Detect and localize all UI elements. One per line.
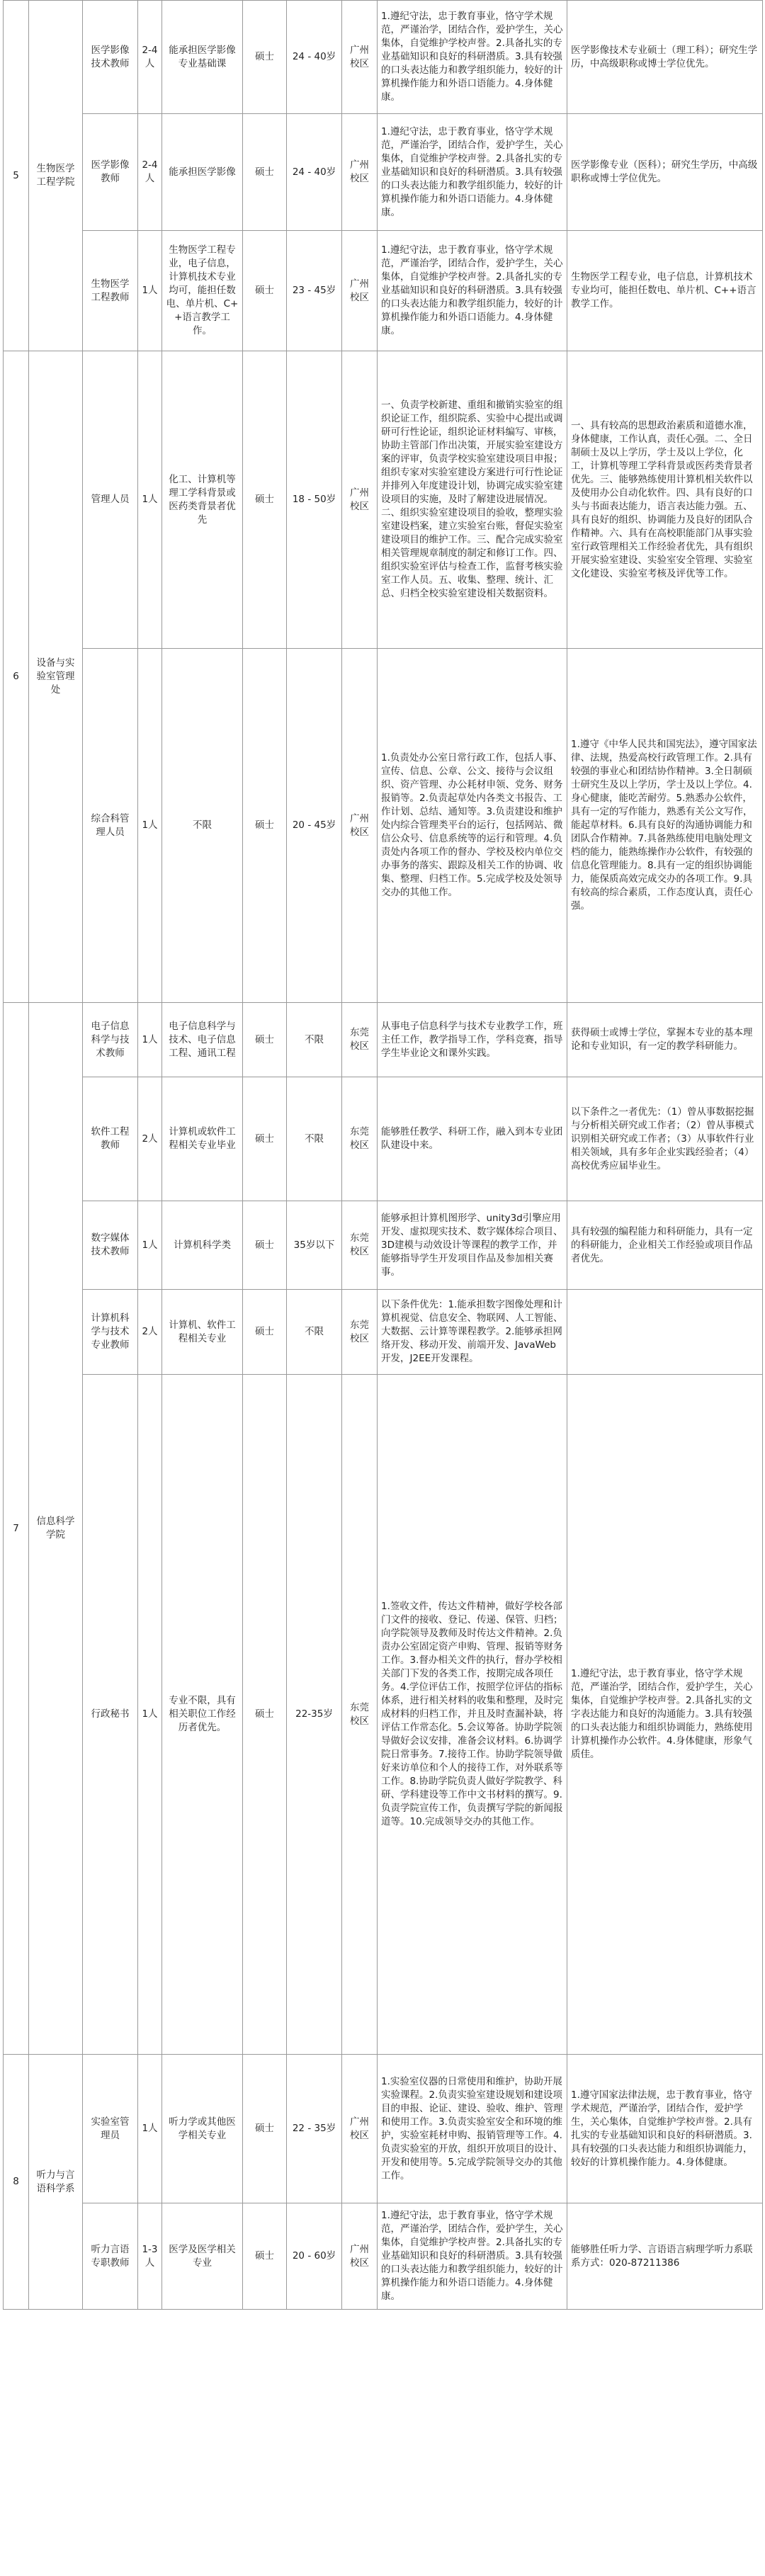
qualification-conditions: 医学影像专业（医科）；研究生学历，中高级职称或博士学位优先。 [567,114,763,231]
major-requirement: 能承担医学影像 [162,114,243,231]
age-range: 23 - 45岁 [287,231,342,351]
post-count: 1人 [138,1201,162,1290]
post-count: 1人 [138,1003,162,1077]
department-name: 信息科学学院 [29,1003,83,2055]
age-range: 24 - 40岁 [287,1,342,114]
major-requirement: 听力学或其他医学相关专业 [162,2055,243,2203]
major-requirement: 计算机科学类 [162,1201,243,1290]
degree: 硕士 [243,1077,287,1201]
campus: 东莞校区 [342,1375,378,2055]
job-requirements: 1.遵纪守法，忠于教育事业，恪守学术规范，严谨治学，团结合作，爱护学生，关心集体，自觉维护学校声誉。2.具备扎实的专业基础知识和良好的科研潜质。3.具有较强的口头表达能力和教学组织能力，较好的计算机操作能力和外语口语能力。4.身体健康。 [378,2203,567,2310]
job-requirements: 一、负责学校新建、重组和撤销实验室的组织论证工作，组织院系、实验中心提出或调研可行性论证，组织论证材料编写、审核，协助主管部门作出决策，开展实验室建设方案的评审，负责学校实验室建设项目申报；组织专家对实验室建设方案进行可行性论证并排列入年度建设计划，协调完成实验室建设项目的实施，及时了解建设进展情况。二、组织实验室建设项目的验收，整理实验室建设档案，建立实验室台账，督促实验室建设项目的维护工作。三、配合完成实验室相关管理规章制度的制定和修订工作。四、组织实验室评估与检查工作，监督考核实验室工作人员。五、收集、整理、统计、汇总、归档全校实验室建设相关数据资料。 [378,351,567,649]
table-row [4,114,763,231]
campus: 广州校区 [342,351,378,649]
post-name: 管理人员 [83,351,138,649]
degree: 硕士 [243,114,287,231]
table-row [4,2055,763,2203]
major-requirement: 能承担医学影像专业基础课 [162,1,243,114]
job-requirements: 1.签收文件，传达文件精神，做好学校各部门文件的接收、登记、传递、保管、归档；向学院领导及教师及时传达文件精神。2.负责办公室固定资产申购、管理、报销等财务工作。3.督办相关文件的执行，督办学校相关部门下发的各类工作，按期完成各项任务。4.学位评估工作，按照学位评估的指标体系，进行相关材料的收集和整理，及时完成材料的归档工作，并且及时查漏补缺，将评估工作常态化。5.会议筹备。协助学院领导做好会议安排，准备会议材料。6.协调学院日常事务。7.接待工作。协助学院领导做好来访单位和个人的接待工作，对外联系等工作。8.协助学院负责人做好学院教学、科研、学科建设等工作中文书材料的撰写。9.负责学院宣传工作，负责撰写学院的新闻报道等。10.完成领导交办的其他工作。 [378,1375,567,2055]
job-requirements: 1.负责处办公室日常行政工作，包括人事、宣传、信息、公章、公文、接待与会议组织、资产管理、办公耗材申领、党务、财务报销等。2.负责起草处内各类文书报告、工作计划、总结、通知等。3.负责建设和维护处内综合管理类平台的运行，包括网站、微信公众号、信息系统等的运行和管理。4.负责处内各项工作的督办、学校及校内单位交办事务的落实、跟踪及相关工作的协调、收集、整理、归档工作。5.完成学校及处领导交办的其他工作。 [378,649,567,1003]
major-requirement: 医学及医学相关专业 [162,2203,243,2310]
campus: 广州校区 [342,114,378,231]
post-name: 综合科管理人员 [83,649,138,1003]
campus: 广州校区 [342,231,378,351]
post-name: 实验室管理员 [83,2055,138,2203]
post-count: 2人 [138,1077,162,1201]
group-number: 7 [4,1003,29,2055]
table-row [4,2203,763,2310]
post-name: 软件工程教师 [83,1077,138,1201]
post-count: 1-3人 [138,2203,162,2310]
qualification-conditions: 以下条件之一者优先：（1）曾从事数据挖掘与分析相关研究或工作者；（2）曾从事模式识别相关研究或工作者；（3）从事软件行业相关领域，具有多年企业实践经验者；（4）高校优秀应届毕业生。 [567,1077,763,1201]
table-row [4,1077,763,1201]
major-requirement: 生物医学工程专业，电子信息，计算机技术专业均可，能担任数电、单片机、C++语言教学工作。 [162,231,243,351]
post-count: 1人 [138,231,162,351]
post-name: 计算机科学与技术专业教师 [83,1290,138,1375]
degree: 硕士 [243,2203,287,2310]
table-row [4,649,763,1003]
age-range: 18 - 50岁 [287,351,342,649]
age-range: 不限 [287,1077,342,1201]
job-requirements: 以下条件优先：1.能承担数字图像处理和计算机视觉、信息安全、物联网、人工智能、大数据、云计算等课程教学。2.能够承担网络开发、移动开发、前端开发、JavaWeb开发，J2EE开发课程。 [378,1290,567,1375]
job-requirements: 能够胜任教学、科研工作，融入到本专业团队建设中来。 [378,1077,567,1201]
recruitment-table-body [4,1,763,2310]
department-name: 设备与实验室管理处 [29,351,83,1003]
department-name: 生物医学工程学院 [29,1,83,351]
post-count: 2-4人 [138,1,162,114]
table-row [4,351,763,649]
age-range: 不限 [287,1290,342,1375]
post-count: 1人 [138,1375,162,2055]
major-requirement: 电子信息科学与技术、电子信息工程、通讯工程 [162,1003,243,1077]
post-name: 医学影像教师 [83,114,138,231]
major-requirement: 计算机、软件工程相关专业 [162,1290,243,1375]
campus: 广州校区 [342,1,378,114]
group-number: 6 [4,351,29,1003]
qualification-conditions: 一、具有较高的思想政治素质和道德水准，身体健康，工作认真，责任心强。二、全日制硕士及以上学历，学士及以上学位，化工，计算机等理工学科背景或医药类背景者优先。三、能够熟练使用计算机相关软件以及使用办公自动化软件。四、具有良好的口头与书面表达能力，语言表达能力强。五、具有良好的组织、协调能力及良好的团队合作精神。六、具有在高校职能部门从事实验室行政管理相关工作经验者优先，具有组织开展实验室建设、实验室安全管理、实验室文化建设、实验室考核及评优等工作。 [567,351,763,649]
major-requirement: 不限 [162,649,243,1003]
campus: 东莞校区 [342,1077,378,1201]
degree: 硕士 [243,1003,287,1077]
qualification-conditions: 生物医学工程专业，电子信息，计算机技术专业均可，能担任数电、单片机、C++语言教学工作。 [567,231,763,351]
major-requirement: 化工、计算机等理工学科背景或医药类背景者优先 [162,351,243,649]
age-range: 20 - 45岁 [287,649,342,1003]
campus: 东莞校区 [342,1290,378,1375]
qualification-conditions [567,1290,763,1375]
post-name: 行政秘书 [83,1375,138,2055]
table-row [4,1375,763,2055]
age-range: 不限 [287,1003,342,1077]
qualification-conditions: 医学影像技术专业硕士（理工科）；研究生学历，中高级职称或博士学位优先。 [567,1,763,114]
qualification-conditions: 获得硕士或博士学位，掌握本专业的基本理论和专业知识，有一定的教学科研能力。 [567,1003,763,1077]
degree: 硕士 [243,351,287,649]
post-name: 电子信息科学与技术教师 [83,1003,138,1077]
post-name: 生物医学工程教师 [83,231,138,351]
recruitment-table [3,0,763,2310]
campus: 广州校区 [342,649,378,1003]
post-count: 2人 [138,1290,162,1375]
major-requirement: 专业不限，具有相关职位工作经历者优先。 [162,1375,243,2055]
age-range: 35岁以下 [287,1201,342,1290]
age-range: 20 - 60岁 [287,2203,342,2310]
major-requirement: 计算机或软件工程相关专业毕业 [162,1077,243,1201]
qualification-conditions: 具有较强的编程能力和科研能力，具有一定的科研能力，企业相关工作经验或项目作品者优先。 [567,1201,763,1290]
campus: 广州校区 [342,2055,378,2203]
degree: 硕士 [243,231,287,351]
post-name: 数字媒体技术教师 [83,1201,138,1290]
post-count: 1人 [138,2055,162,2203]
post-name: 听力言语专职教师 [83,2203,138,2310]
degree: 硕士 [243,2055,287,2203]
qualification-conditions: 1.遵纪守法，忠于教育事业，恪守学术规范，严谨治学，团结合作，爱护学生，关心集体，自觉维护学校声誉。2.具备扎实的文字表达能力和良好的沟通能力。3.具有较强的口头表达能力和组织协调能力，熟练使用计算机操作办公软件。4.身体健康，形象气质佳。 [567,1375,763,2055]
qualification-conditions: 1.遵守《中华人民共和国宪法》，遵守国家法律、法规，热爱高校行政管理工作。2.具有较强的事业心和团结协作精神。3.全日制硕士研究生及以上学历，学士及以上学位。4.身心健康，能吃苦耐劳。5.熟悉办公软件，具有一定的写作能力，熟悉有关公文写作，能起草材料。6.具有良好的沟通协调能力和团队合作精神。7.具备熟练使用电脑处理文档的能力，能熟练操作办公软件，有较强的信息化管理能力。8.具有一定的组织协调能力，能保质高效完成交办的各项工作。9.具有较高的综合素质，工作态度认真，责任心强。 [567,649,763,1003]
group-number: 5 [4,1,29,351]
age-range: 22-35岁 [287,1375,342,2055]
degree: 硕士 [243,1,287,114]
degree: 硕士 [243,649,287,1003]
post-count: 2-4人 [138,114,162,231]
job-requirements: 1.遵纪守法，忠于教育事业，恪守学术规范，严谨治学，团结合作，爱护学生，关心集体，自觉维护学校声誉。2.具备扎实的专业基础知识和良好的科研潜质。3.具有较强的口头表达能力和教学组织能力，较好的计算机操作能力和外语口语能力。4.身体健康。 [378,231,567,351]
job-requirements: 1.遵纪守法，忠于教育事业，恪守学术规范，严谨治学，团结合作，爱护学生，关心集体，自觉维护学校声誉。2.具备扎实的专业基础知识和良好的科研潜质。3.具有较强的口头表达能力和教学组织能力，较好的计算机操作能力和外语口语能力。4.身体健康。 [378,114,567,231]
department-name: 听力与言语科学系 [29,2055,83,2310]
table-row [4,231,763,351]
degree: 硕士 [243,1201,287,1290]
degree: 硕士 [243,1290,287,1375]
post-name: 医学影像技术教师 [83,1,138,114]
job-requirements: 1.遵纪守法，忠于教育事业，恪守学术规范，严谨治学，团结合作，爱护学生，关心集体，自觉维护学校声誉。2.具备扎实的专业基础知识和良好的科研潜质。3.具有较强的口头表达能力和教学组织能力，较好的计算机操作能力和外语口语能力。4.身体健康。 [378,1,567,114]
qualification-conditions: 1.遵守国家法律法规，忠于教育事业，恪守学术规范，严谨治学，团结合作，爱护学生，关心集体，自觉维护学校声誉。2.具有扎实的专业基础知识和良好的科研潜质。3.具有较强的口头表达能力和组织协调能力，较好的计算机操作能力。4.身体健康。 [567,2055,763,2203]
degree: 硕士 [243,1375,287,2055]
job-requirements: 能够承担计算机图形学、unity3d引擎应用开发、虚拟现实技术、数字媒体综合项目、3D建模与动效设计等课程的教学工作，并能够指导学生开发项目作品及参加相关赛事。 [378,1201,567,1290]
age-range: 22 - 35岁 [287,2055,342,2203]
post-count: 1人 [138,649,162,1003]
campus: 广州校区 [342,2203,378,2310]
table-row [4,1003,763,1077]
campus: 东莞校区 [342,1003,378,1077]
age-range: 24 - 40岁 [287,114,342,231]
table-row [4,1201,763,1290]
campus: 东莞校区 [342,1201,378,1290]
job-requirements: 从事电子信息科学与技术专业教学工作，班主任工作，教学指导工作，学科竞赛，指导学生毕业论文和课外实践。 [378,1003,567,1077]
group-number: 8 [4,2055,29,2310]
table-row [4,1,763,114]
post-count: 1人 [138,351,162,649]
table-row [4,1290,763,1375]
qualification-conditions: 能够胜任听力学、言语语言病理学听力系联系方式：020-87211386 [567,2203,763,2310]
job-requirements: 1.实验室仪器的日常使用和维护，协助开展实验课程。2.负责实验室建设规划和建设项目的申报、论证、建设、验收、维护、管理和使用工作。3.负责实验室安全和环境的维护，实验室耗材申购、报销管理等工作。4.负责实验室的开放，组织开放项目的设计、开发和使用等。5.完成学院领导交办的其他工作。 [378,2055,567,2203]
